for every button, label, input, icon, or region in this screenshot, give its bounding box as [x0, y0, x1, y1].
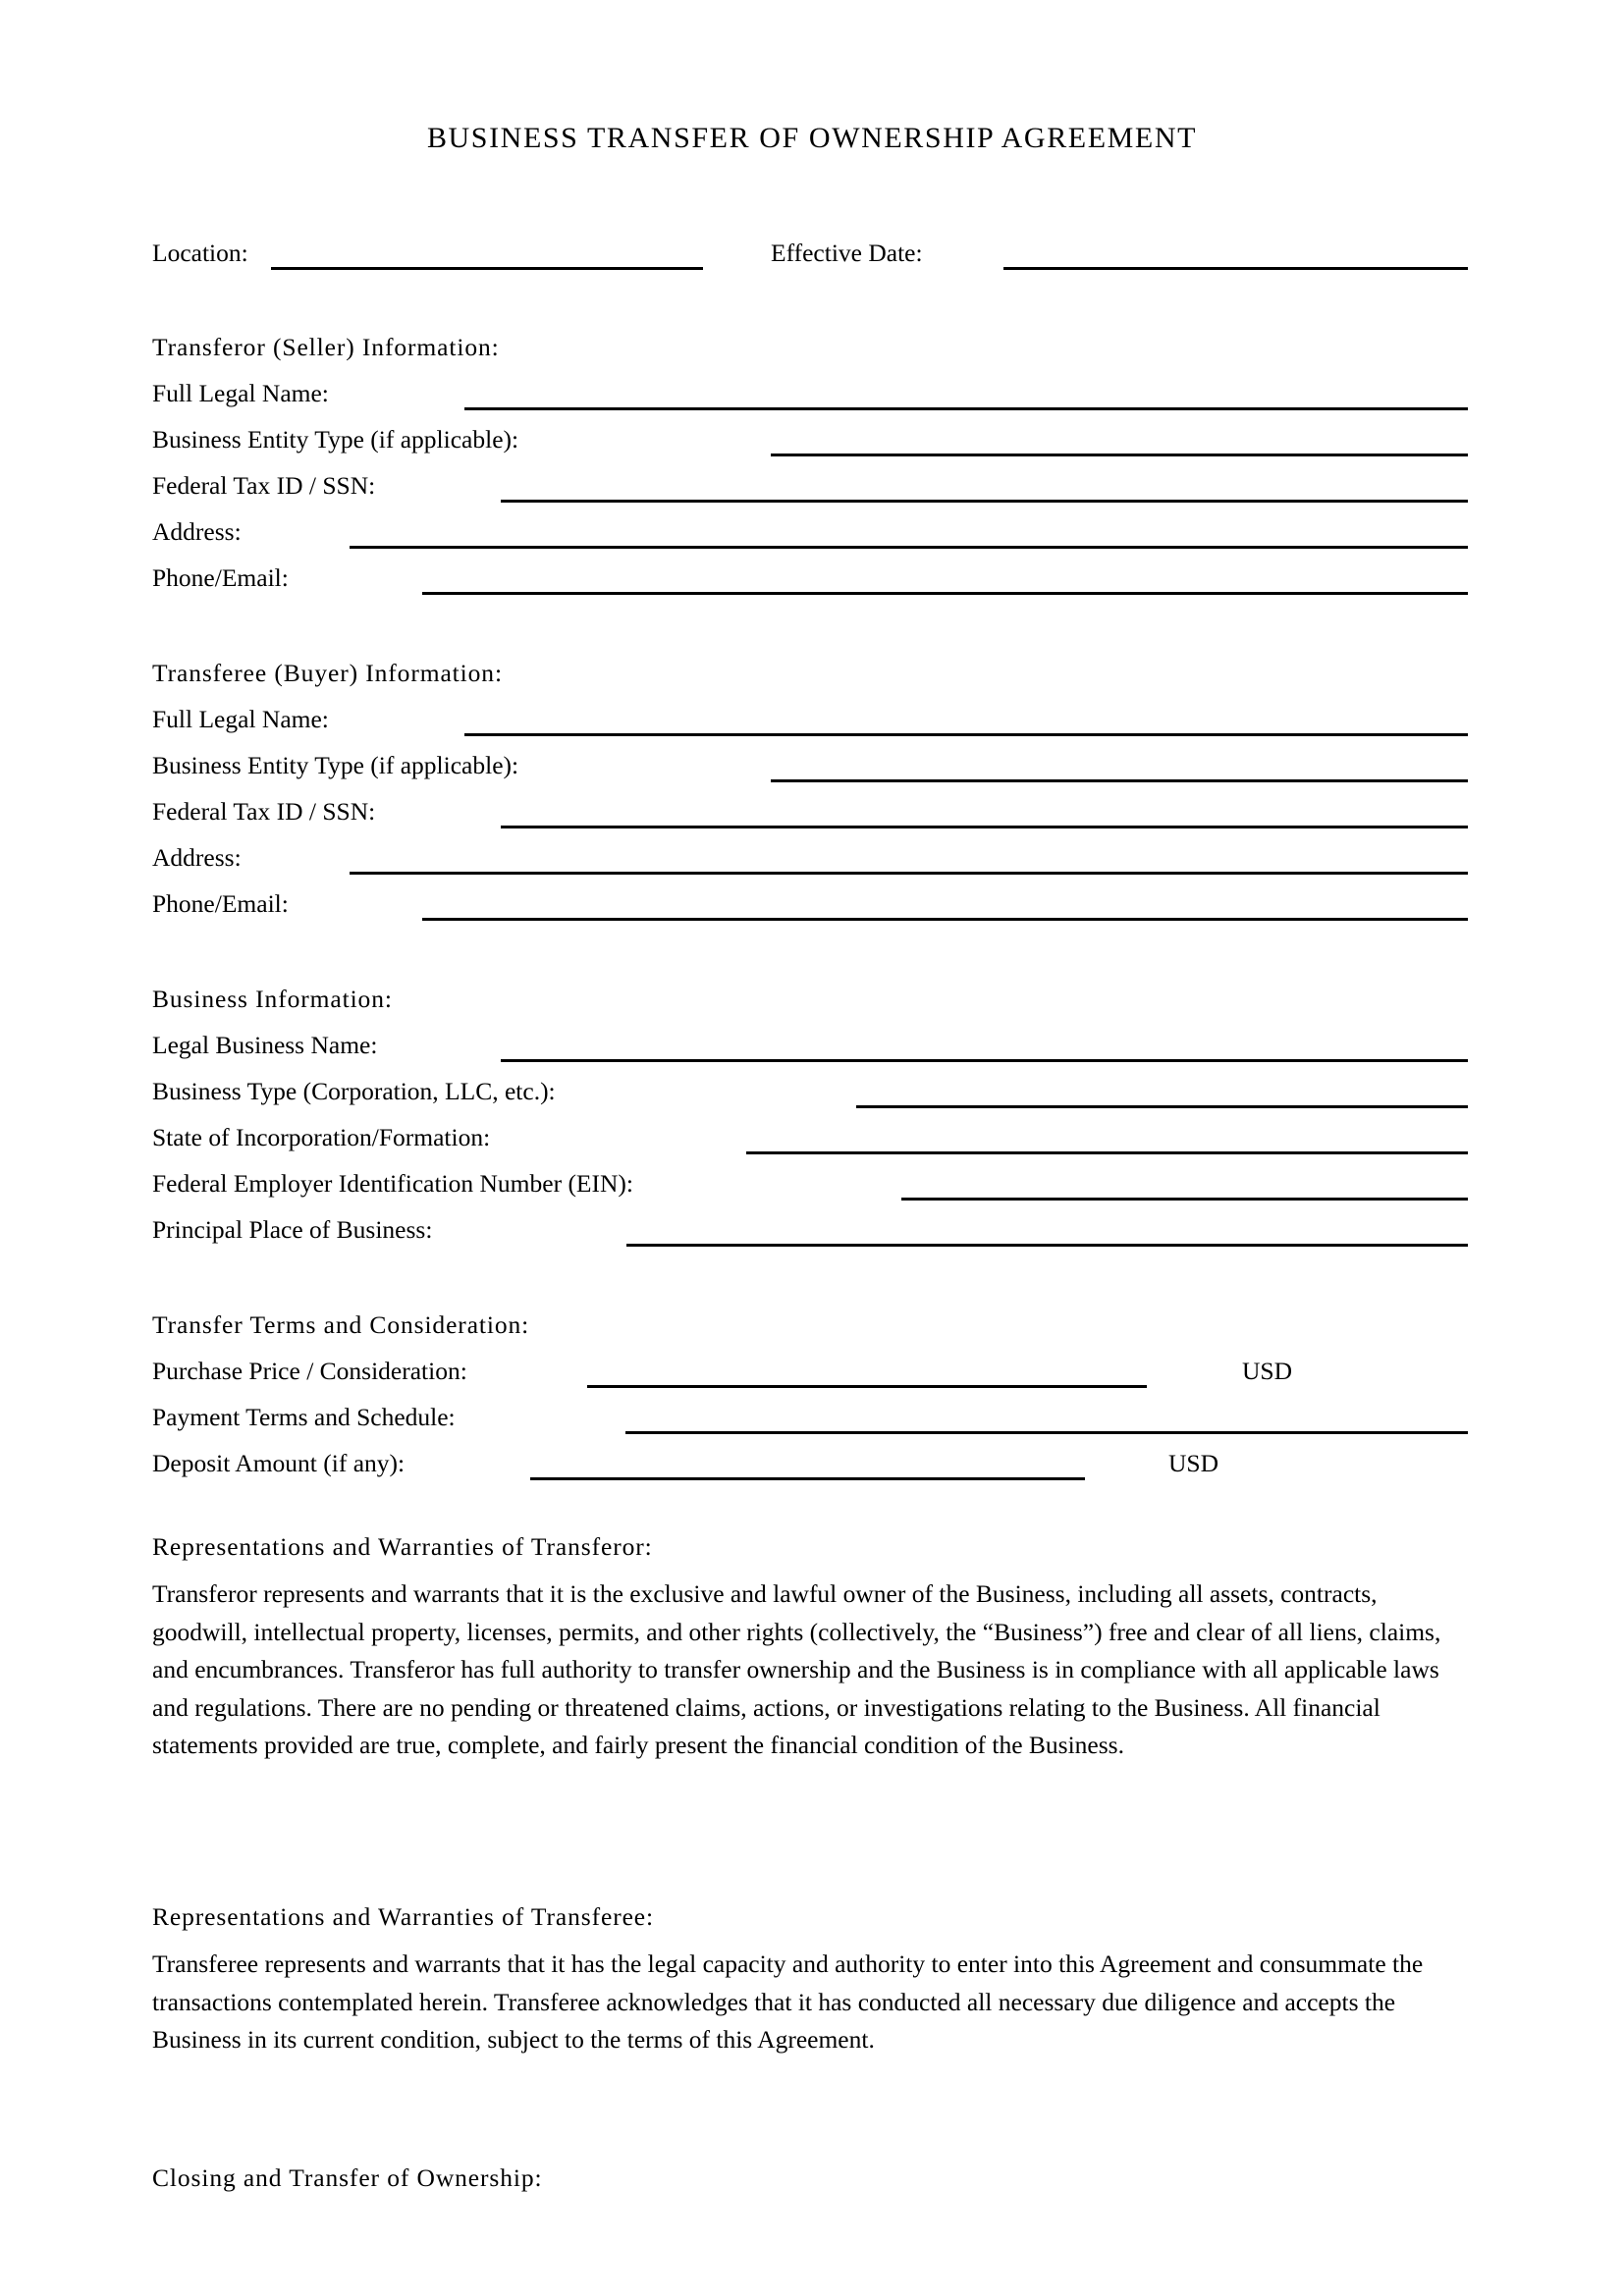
transferor-address-label: Address:: [152, 517, 242, 546]
payment-terms-label: Payment Terms and Schedule:: [152, 1403, 456, 1431]
representations-transferor-body: Transferor represents and warrants that it is the exclusive and lawful owner of the Business, including all assets, contracts, goodwill, intellectual property, licenses, permits, and other rights (collectively, the “Business”) free and clear of all liens, claims, and encumbrances. Transferor has full authority to transfer ownership and the Business is in compliance with all applicable laws and regulations. There are no pending or threatened claims, actions, or investigations relating to the Business. All financial statements provided are true, complete, and fairly present the financial condition of the Business.: [152, 1579, 1441, 1759]
transferor-heading: Transferor (Seller) Information:: [152, 333, 500, 361]
effective-date-label: Effective Date:: [771, 239, 923, 267]
state-of-incorporation-rule[interactable]: [746, 1151, 1468, 1154]
transferor-phone-email-rule[interactable]: [422, 592, 1468, 595]
transferor-phone-email-label: Phone/Email:: [152, 563, 289, 592]
ein-rule[interactable]: [901, 1198, 1468, 1201]
transferor-federal-tax-id-label: Federal Tax ID / SSN:: [152, 471, 376, 500]
transferee-full-legal-name-rule[interactable]: [464, 733, 1468, 736]
transferee-address-label: Address:: [152, 843, 242, 872]
transfer-terms-heading: Transfer Terms and Consideration:: [152, 1310, 530, 1339]
principal-place-of-business-label: Principal Place of Business:: [152, 1215, 433, 1244]
transferee-full-legal-name-label: Full Legal Name:: [152, 705, 329, 733]
closing-heading: Closing and Transfer of Ownership:: [152, 2163, 543, 2192]
principal-place-of-business-rule[interactable]: [626, 1244, 1468, 1247]
ein-label: Federal Employer Identification Number (EIN):: [152, 1169, 633, 1198]
location-label: Location:: [152, 239, 248, 267]
business-type-label: Business Type (Corporation, LLC, etc.):: [152, 1077, 556, 1105]
transferor-full-legal-name-rule[interactable]: [464, 407, 1468, 410]
legal-business-name-rule[interactable]: [501, 1059, 1468, 1062]
payment-terms-rule[interactable]: [625, 1431, 1468, 1434]
purchase-price-label: Purchase Price / Consideration:: [152, 1357, 467, 1385]
purchase-price-rule[interactable]: [587, 1385, 1147, 1388]
page-title: BUSINESS TRANSFER OF OWNERSHIP AGREEMENT: [426, 122, 1198, 154]
business-type-rule[interactable]: [856, 1105, 1468, 1108]
transferee-business-entity-type-label: Business Entity Type (if applicable):: [152, 751, 519, 779]
transferor-federal-tax-id-rule[interactable]: [501, 500, 1468, 503]
deposit-amount-label: Deposit Amount (if any):: [152, 1449, 406, 1477]
deposit-amount-rule[interactable]: [530, 1477, 1085, 1480]
transferor-business-entity-type-rule[interactable]: [771, 454, 1468, 456]
transferee-heading: Transferee (Buyer) Information:: [152, 659, 503, 687]
representations-transferee-body: Transferee represents and warrants that it has the legal capacity and authority to enter into this Agreement and consummate the transactions contemplated herein. Transferee acknowledges that it has conducted all necessary due diligence and accepts the Business in its current condition, subject to the terms of this Agreement.: [152, 1949, 1424, 2054]
business-information-heading: Business Information:: [152, 985, 393, 1013]
deposit-amount-currency: USD: [1168, 1449, 1219, 1477]
transferor-business-entity-type-label: Business Entity Type (if applicable):: [152, 425, 519, 454]
state-of-incorporation-label: State of Incorporation/Formation:: [152, 1123, 491, 1151]
transferor-full-legal-name-label: Full Legal Name:: [152, 379, 329, 407]
transferee-address-rule[interactable]: [350, 872, 1468, 875]
transferee-federal-tax-id-rule[interactable]: [501, 826, 1468, 828]
effective-date-input-rule[interactable]: [1003, 267, 1468, 270]
representations-transferor-heading: Representations and Warranties of Transferor:: [152, 1532, 653, 1561]
transferee-phone-email-rule[interactable]: [422, 918, 1468, 921]
transferor-address-rule[interactable]: [350, 546, 1468, 549]
location-input-rule[interactable]: [271, 267, 703, 270]
purchase-price-currency: USD: [1242, 1357, 1293, 1385]
transferee-business-entity-type-rule[interactable]: [771, 779, 1468, 782]
legal-business-name-label: Legal Business Name:: [152, 1031, 378, 1059]
transferee-phone-email-label: Phone/Email:: [152, 889, 289, 918]
transferee-federal-tax-id-label: Federal Tax ID / SSN:: [152, 797, 376, 826]
representations-transferee-heading: Representations and Warranties of Transferee:: [152, 1902, 655, 1931]
